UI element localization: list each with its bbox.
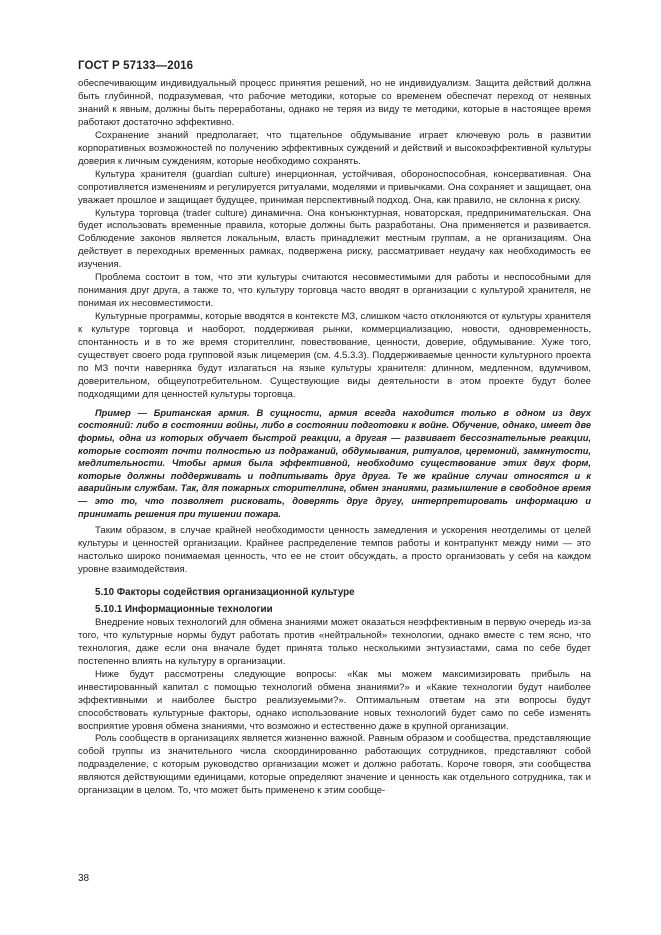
body-paragraph: Сохранение знаний предполагает, что тщательное обдумывание играет ключевую роль в развитии корпоративных возможностей по получению эффективных суждений и действий и высокоэффективной культуры доверия к личным суждениям, которые необходимо сохранять. bbox=[78, 129, 591, 167]
document-code-header: ГОСТ Р 57133—2016 bbox=[78, 60, 194, 72]
example-label: Пример — bbox=[95, 407, 147, 418]
body-paragraph: Культура торговца (trader culture) динамична. Она конъюнктурная, новаторская, предпринимательская. Она будет использовать временные правила, которые должны быть разработаны. Она применяется и развивается. Соблюдение законов является локальным, власть принадлежит местным группам, а не организациям. Она действует в переходных временных рамках, подвержена риску, рассматривает неудачу как необходимость ее изучения. bbox=[78, 207, 591, 271]
body-paragraph: Проблема состоит в том, что эти культуры считаются несовместимыми для работы и неспособными для понимания друг друга, а также то, что культуру торговца часто вводят в организации с культурой хранителя, не понимая их несовместимости. bbox=[78, 272, 591, 310]
page-body bbox=[78, 78, 591, 798]
section-heading: 5.10 Факторы содействия организационной культуре bbox=[95, 586, 355, 598]
example-text: Британская армия. В сущности, армия всегда находится только в одном из двух состояний: либо в состоянии войны, либо в состоянии подготовки к войне. Обучение, однако, имеет две формы, одна из которых обучает быстрой реакции, а другая — развивает бессознательные реакции, которые состоят почти полностью из подражаний, обдумывания, ритуалов, церемоний, замкнутости, медлительности. Чтобы армия была эффективной, необходимо существование этих двух форм, которые должны поддерживать и подпитывать друг друга. Те же крайние случаи относятся и к аварийным службам. Так, для пожарных сторителлинг, обмен знаниями, размышление в свободное время — это то, что позволяет рисковать, доверять друг другу, интерпретировать информацию и принимать решения при тушении пожара. bbox=[78, 407, 591, 519]
body-paragraph: Ниже будут рассмотрены следующие вопросы: «Как мы можем максимизировать прибыль на инвестированный капитал с помощью технологий обмена знаниями?» и «Какие технологии будут наиболее эффективными и наиболее быстро реализуемыми?». Оптимальным ответам на эти вопросы будут способствовать культурные факторы, однако использование новых технологий будет само по себе изменять восприятие уровня обмена знаниями, что возможно и естественно даже в крупной организации. bbox=[78, 668, 591, 732]
body-paragraph: обеспечивающим индивидуальный процесс принятия решений, но не индивидуализм. Защита действий должна быть глубинной, подразумевая, что рабочие методики, которые со временем обеспечат переход от неявных знаний к явным, должны быть переработаны, однако не теряя из виду те методики, которые в настоящее время работают достаточно эффективно. bbox=[78, 78, 591, 128]
body-paragraph: Внедрение новых технологий для обмена знаниями может оказаться неэффективным в первую очередь из-за того, что культурные нормы будут работать против «нейтральной» технологии, однако вместе с тем ясно, что технология, даже если она вначале будет принята только несколькими энтузиастами, сама по себе будет постепенно влиять на культуру в организации. bbox=[78, 616, 591, 667]
body-paragraph: Роль сообществ в организациях является жизненно важной. Равным образом и сообщества, представляющие собой группы из значительного числа скоординированно работающих сотрудников, представляют собой подразделение, с которым руководство организации может и должно работать. Короче говоря, эти сообщества являются действующими единицами, которые определяют значение и ценность как отдельного сотрудника, так и организации в целом. То, что может быть применено к этим сообще- bbox=[78, 733, 591, 797]
page-number: 38 bbox=[78, 873, 90, 884]
subsection-heading: 5.10.1 Информационные технологии bbox=[95, 603, 273, 615]
conclusion-paragraph: Таким образом, в случае крайней необходимости ценность замедления и ускорения неотделимы от целей культуры и ценностей организации. Крайнее распределение темпов работы и контрапункт между ними — это настолько широко понимаемая ценность, что ее не стоит обсуждать, а просто организовать у себя на каждом уровне взаимодействия. bbox=[78, 525, 591, 576]
body-paragraph: Культурные программы, которые вводятся в контексте МЗ, слишком часто отклоняются от культуры хранителя к культуре торговца и наоборот, поддерживая рынки, коммерциализацию, новости, одновременность, спонтанность и в то же время сторителлинг, повествование, ценности, доверие, обдумывание. Хуже того, существует своего рода групповой язык лицемерия (см. 4.5.3.3). Поддерживаемые ценности культурного проекта по МЗ почти наверняка будут излагаться на языке культуры хранителя: длинном, медленном, вдумчивом, доверительном, общеупотребительном. Существующие виды деятельности в этом проекте будут более подходящими для ценностей культуры торговца. bbox=[78, 311, 591, 400]
body-paragraph: Культура хранителя (guardian culture) инерционная, устойчивая, обороноспособная, консервативная. Она сопротивляется изменениям и регулируется ритуалами, моделями и привычками. Она сохраняет и защищает, она уважает прошлое и защищает будущее, принимая перспективный подход. Она, как правило, не склонна к риску. bbox=[78, 168, 591, 206]
example-block bbox=[78, 407, 591, 520]
